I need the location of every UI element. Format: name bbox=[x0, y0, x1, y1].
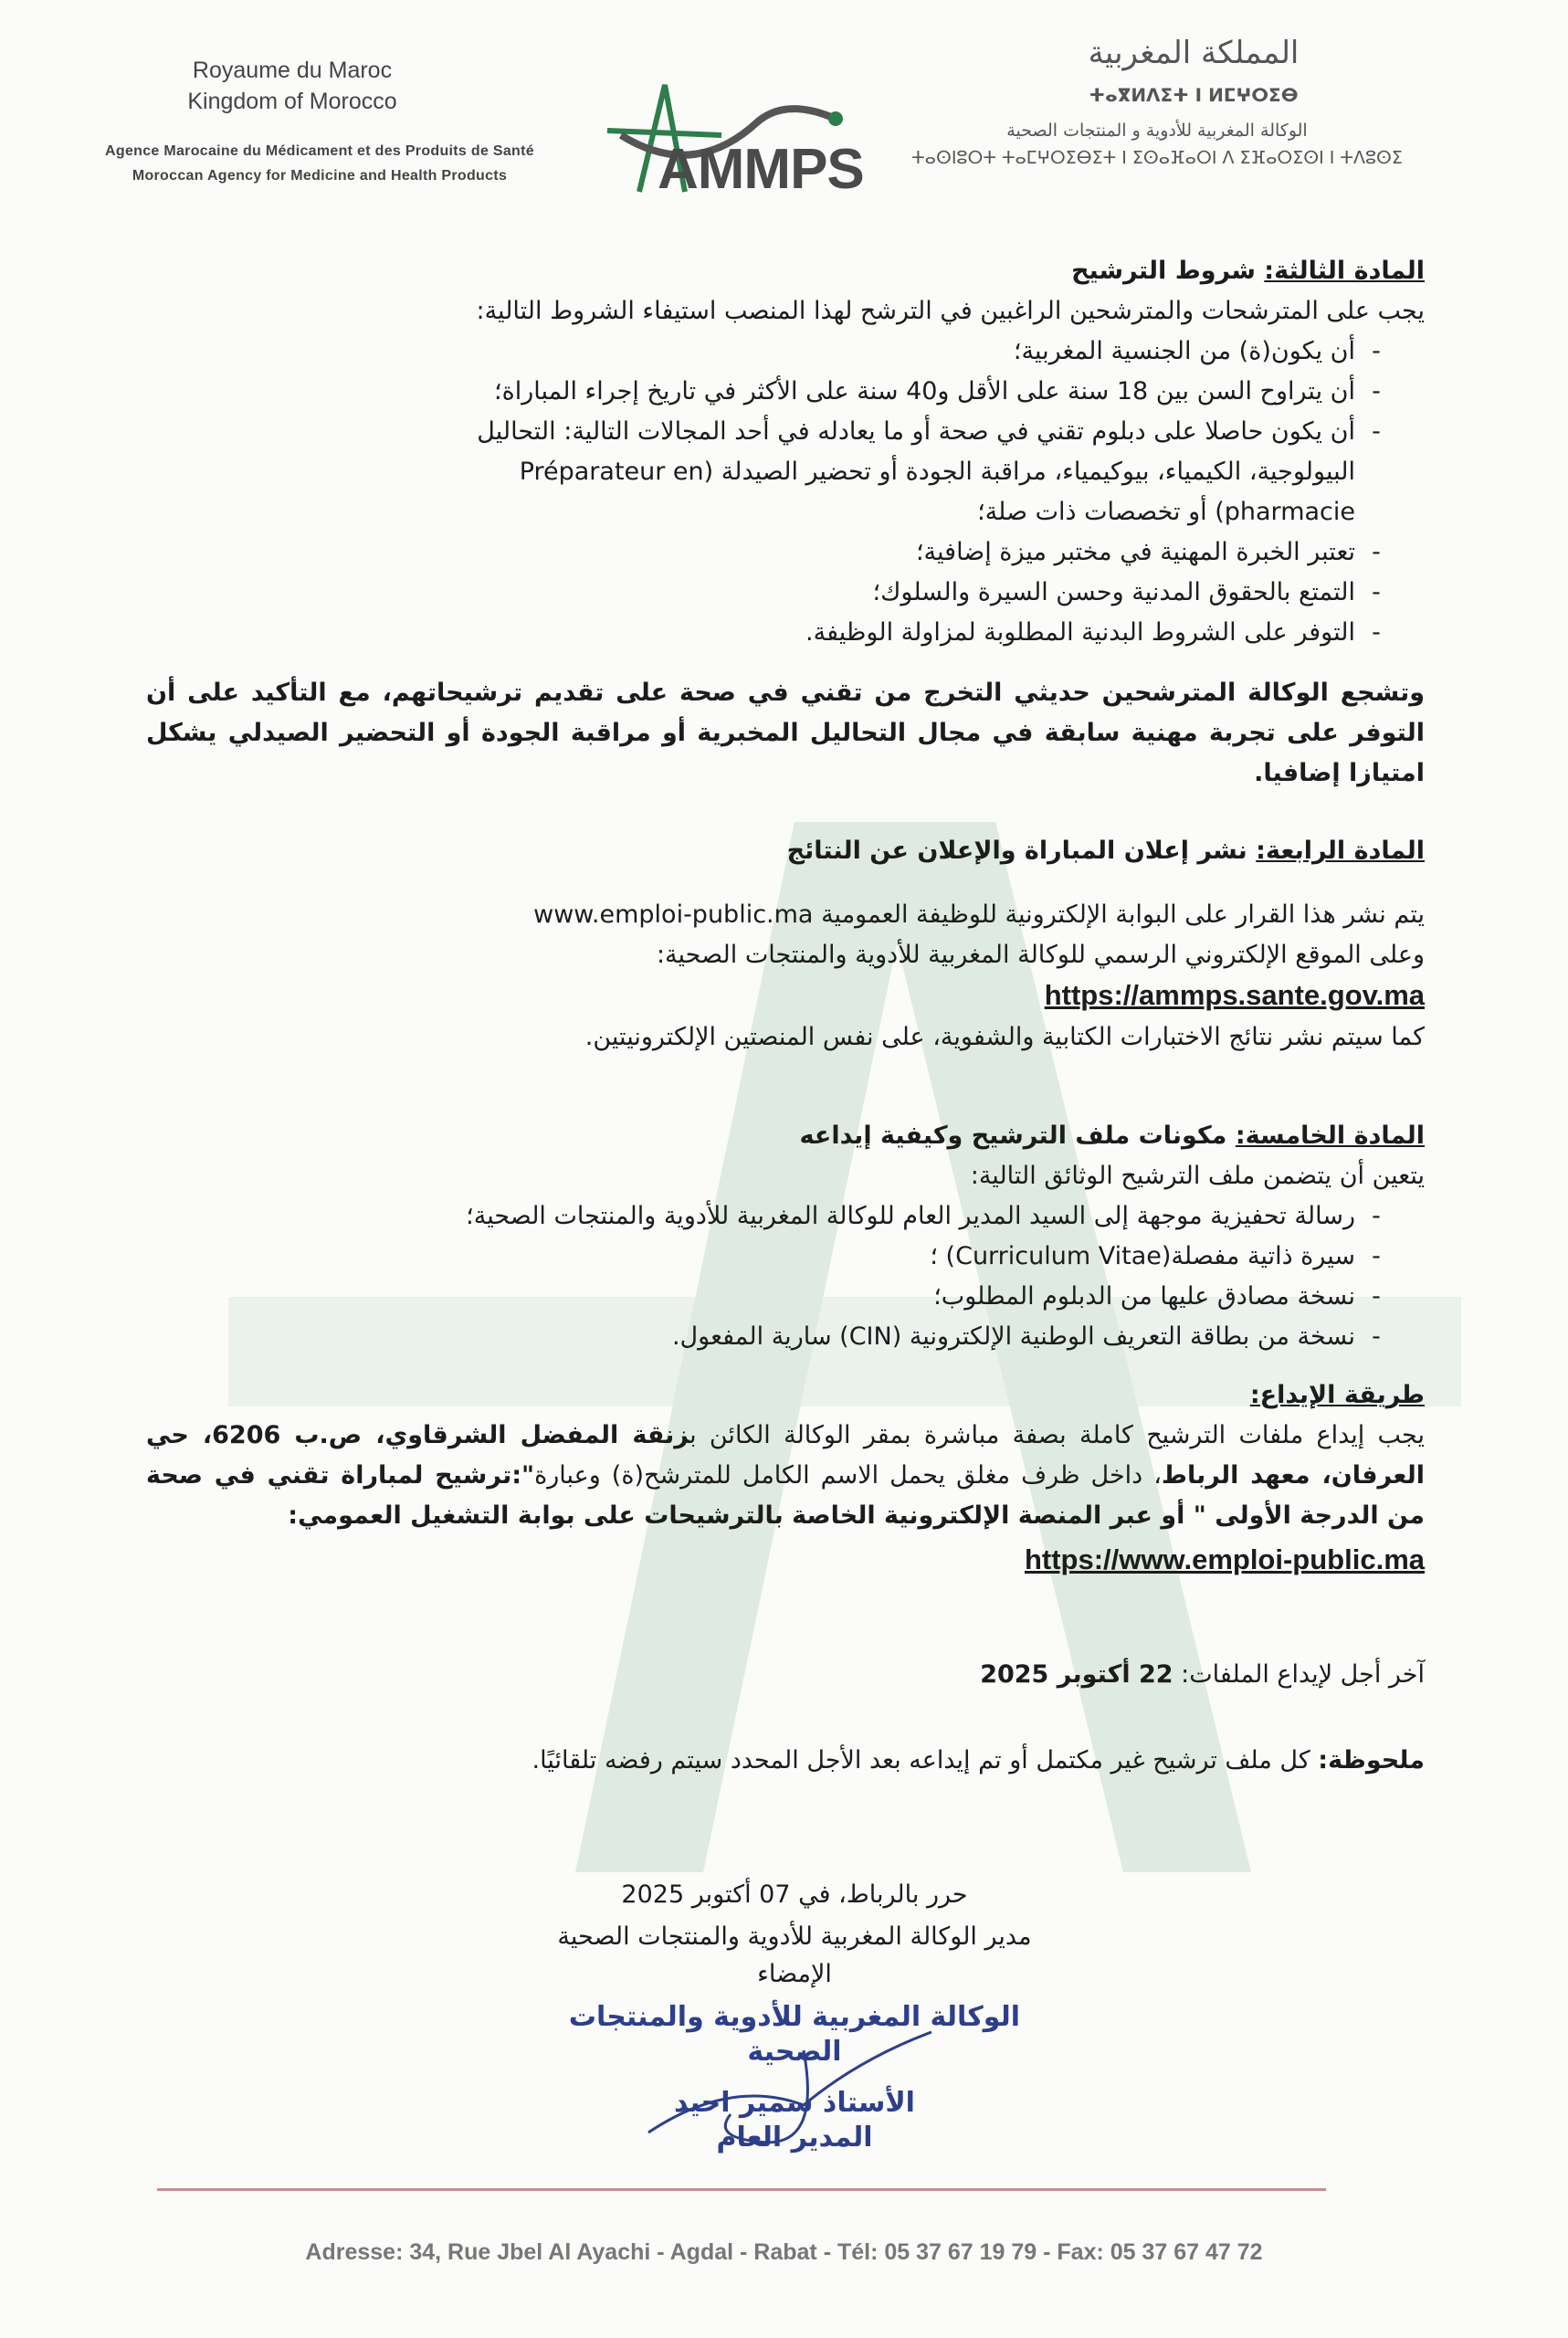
article-3 bbox=[146, 251, 1425, 794]
list-item: - نسخة مصادق عليها من الدبلوم المطلوب؛ bbox=[146, 1277, 1397, 1317]
agency-tifinagh: ⵜⴰⵙⵏⵓⵔⵜ ⵜⴰⵎⵖⵔⵉⴱⵉⵜ ⵏ ⵉⵙⴰⴼⴰⵔⵏ ⴷ ⵉⴼⴰⵔⵉⵙⵏ ⵏ ⵜⴷⵓⵙⵉ bbox=[911, 148, 1403, 168]
list-item: - أن يكون(ة) من الجنسية المغربية؛ bbox=[411, 332, 1397, 372]
deposit-title: طريقة الإيداع: bbox=[1249, 1381, 1425, 1409]
emploi-public-link[interactable]: https://www.emploi-public.ma bbox=[1024, 1543, 1425, 1575]
list-item-text: نسخة مصادق عليها من الدبلوم المطلوب؛ bbox=[933, 1282, 1355, 1311]
note bbox=[146, 1741, 1425, 1781]
logo-text: AMMPS bbox=[658, 138, 864, 201]
agency-fr: Agence Marocaine du Médicament et des Produits de Santé bbox=[105, 143, 534, 159]
stamp-name: الأستاذ سمير احيد bbox=[674, 2087, 915, 2119]
list-item-text: رسالة تحفيزية موجهة إلى السيد المدير العام للوكالة المغربية للأدوية والمنتجات الصحية؛ bbox=[466, 1202, 1355, 1230]
list-item: - تعتبر الخبرة المهنية في مختبر ميزة إضافية؛ bbox=[411, 532, 1397, 573]
deadline-label: آخر أجل لإيداع الملفات: bbox=[1173, 1660, 1425, 1689]
list-item: - نسخة من بطاقة التعريف الوطنية الإلكترونية (CIN) سارية المفعول. bbox=[146, 1317, 1397, 1357]
encouragement-paragraph: وتشجع الوكالة المترشحين حديثي التخرج من تقني في صحة على تقديم ترشيحاتهم، مع التأكيد على أن التوفر على تجربة مهنية سابقة في مجال التحاليل المخبرية أو مراقبة الجودة أو التحضير الصيدلي يشكل امتيازا إضافيا. bbox=[146, 679, 1425, 787]
article-5-heading: مكونات ملف الترشيح وكيفية إيداعه bbox=[799, 1122, 1236, 1150]
article-4-label: المادة الرابعة: bbox=[1256, 837, 1425, 865]
signature-label: الإمضاء bbox=[757, 1960, 832, 1988]
note-label: ملحوظة: bbox=[1318, 1746, 1425, 1775]
article-4-line-2: وعلى الموقع الإلكتروني الرسمي للوكالة المغربية للأدوية والمنتجات الصحية: bbox=[656, 941, 1425, 969]
list-item-text: سيرة ذاتية مفصلة(Curriculum Vitae) ؛ bbox=[930, 1242, 1355, 1270]
documents-list bbox=[146, 1196, 1425, 1357]
ammps-logo bbox=[603, 80, 895, 199]
ammps-website-link[interactable]: https://ammps.sante.gov.ma bbox=[1044, 979, 1425, 1011]
article-4-line-1: يتم نشر هذا القرار على البوابة الإلكترونية للوظيفة العمومية www.emploi-public.ma bbox=[533, 900, 1425, 929]
article-5-intro: يتعين أن يتضمن ملف الترشيح الوثائق التالية: bbox=[970, 1162, 1425, 1190]
list-item-text: التوفر على الشروط البدنية المطلوبة لمزاولة الوظيفة. bbox=[805, 618, 1355, 647]
place-date: حرر بالرباط، في 07 أكتوبر 2025 bbox=[621, 1880, 968, 1909]
signature-block bbox=[475, 1874, 1114, 1991]
article-4 bbox=[146, 831, 1425, 1058]
deposit-method bbox=[146, 1375, 1425, 1582]
header-agency-fr-en bbox=[50, 139, 589, 188]
article-3-label: المادة الثالثة: bbox=[1264, 257, 1425, 285]
stamp-role: المدير العام bbox=[716, 2122, 873, 2154]
footer-address: Adresse: 34, Rue Jbel Al Ayachi - Agdal - Rabat - Tél: 05 37 67 19 79 - Fax: 05 37 67 47 72 bbox=[305, 2239, 1263, 2265]
deposit-text-1: يجب إيداع ملفات الترشيح كاملة بصفة مباشرة بمقر الوكالة الكائن ب bbox=[689, 1421, 1425, 1449]
article-4-title bbox=[146, 831, 1425, 871]
article-3-intro: يجب على المترشحات والمترشحين الراغبين في الترشح لهذا المنصب استيفاء الشروط التالية: bbox=[476, 297, 1425, 325]
deadline-date: 22 أكتوبر 2025 bbox=[980, 1660, 1173, 1689]
agency-en: Moroccan Agency for Medicine and Health Products bbox=[132, 168, 508, 184]
kingdom-en: Kingdom of Morocco bbox=[187, 89, 397, 114]
stamp-agency: الوكالة المغربية للأدوية والمنتجات الصحية bbox=[568, 2001, 1021, 2068]
article-5-title bbox=[146, 1116, 1425, 1156]
list-item-text: أن يكون(ة) من الجنسية المغربية؛ bbox=[1013, 337, 1355, 365]
list-item: - التمتع بالحقوق المدنية وحسن السيرة والسلوك؛ bbox=[411, 573, 1397, 613]
list-item: - أن يتراوح السن بين 18 سنة على الأقل و40 سنة على الأكثر في تاريخ إجراء المباراة؛ bbox=[411, 372, 1397, 412]
kingdom-ar: المملكة المغربية bbox=[1088, 35, 1300, 71]
list-item-text: التمتع بالحقوق المدنية وحسن السيرة والسلوك؛ bbox=[872, 578, 1355, 606]
agency-ar: الوكالة المغربية للأدوية و المنتجات الصحية bbox=[1006, 121, 1308, 141]
article-5-label: المادة الخامسة: bbox=[1235, 1122, 1425, 1150]
list-item-text: أن يكون حاصلا على دبلوم تقني في صحة أو ما يعادله في أحد المجالات التالية: التحاليل البيولوجية، الكيمياء، بيوكيمياء، مراقبة الجودة أو تحضير الصيدلة (Préparateur en pharmacie) أو تخصصات ذات صلة؛ bbox=[477, 417, 1355, 526]
note-text: كل ملف ترشيح غير مكتمل أو تم إيداعه بعد الأجل المحدد سيتم رفضه تلقائيًا. bbox=[531, 1746, 1319, 1775]
article-3-title bbox=[146, 251, 1425, 291]
conditions-list bbox=[411, 332, 1425, 653]
list-item-text: أن يتراوح السن بين 18 سنة على الأقل و40 سنة على الأكثر في تاريخ إجراء المباراة؛ bbox=[493, 377, 1355, 405]
kingdom-tifinagh: ⵜⴰⴳⵍⴷⵉⵜ ⵏ ⵍⵎⵖⵔⵉⴱ bbox=[1089, 84, 1299, 106]
deposit-address: زنقة المفضل الشرقاوي، ص.ب 6206، حي العرفان، معهد الرباط bbox=[146, 1421, 1425, 1490]
list-item-text: نسخة من بطاقة التعريف الوطنية الإلكترونية (CIN) سارية المفعول. bbox=[671, 1322, 1355, 1351]
list-item: - سيرة ذاتية مفصلة(Curriculum Vitae) ؛ bbox=[146, 1237, 1397, 1277]
deposit-paragraph bbox=[146, 1416, 1425, 1536]
deposit-envelope-label: ":ترشيح لمباراة تقني في صحة من الدرجة الأولى " أو عبر المنصة الإلكترونية الخاصة بالترشيحات على بوابة التشغيل العمومي: bbox=[146, 1461, 1425, 1530]
list-item: - رسالة تحفيزية موجهة إلى السيد المدير العام للوكالة المغربية للأدوية والمنتجات الصحية؛ bbox=[146, 1196, 1397, 1237]
list-item: - أن يكون حاصلا على دبلوم تقني في صحة أو ما يعادله في أحد المجالات التالية: التحاليل البيولوجية، الكيمياء، بيوكيمياء، مراقبة الجودة أو تحضير الصيدلة (Préparateur en pharmacie) أو تخصصات ذات صلة؛ bbox=[411, 412, 1397, 532]
article-5 bbox=[146, 1116, 1425, 1357]
header-kingdom-fr-en bbox=[110, 55, 475, 117]
article-4-heading: نشر إعلان المباراة والإعلان عن النتائج bbox=[786, 837, 1257, 865]
footer-divider bbox=[157, 2188, 1326, 2191]
kingdom-fr: Royaume du Maroc bbox=[192, 58, 393, 83]
article-3-heading: شروط الترشيح bbox=[1071, 257, 1265, 285]
article-4-line-3: كما سيتم نشر نتائج الاختبارات الكتابية والشفوية، على نفس المنصتين الإلكترونيتين. bbox=[584, 1023, 1425, 1051]
deposit-text-2: ، داخل ظرف مغلق يحمل الاسم الكامل للمترشح(ة) وعبارة bbox=[534, 1461, 1162, 1490]
signatory-title: مدير الوكالة المغربية للأدوية والمنتجات الصحية bbox=[557, 1922, 1032, 1951]
handwritten-signature bbox=[621, 2023, 950, 2160]
list-item: - التوفر على الشروط البدنية المطلوبة لمزاولة الوظيفة. bbox=[411, 613, 1397, 653]
deadline bbox=[146, 1655, 1425, 1695]
list-item-text: تعتبر الخبرة المهنية في مختبر ميزة إضافية؛ bbox=[915, 538, 1355, 566]
